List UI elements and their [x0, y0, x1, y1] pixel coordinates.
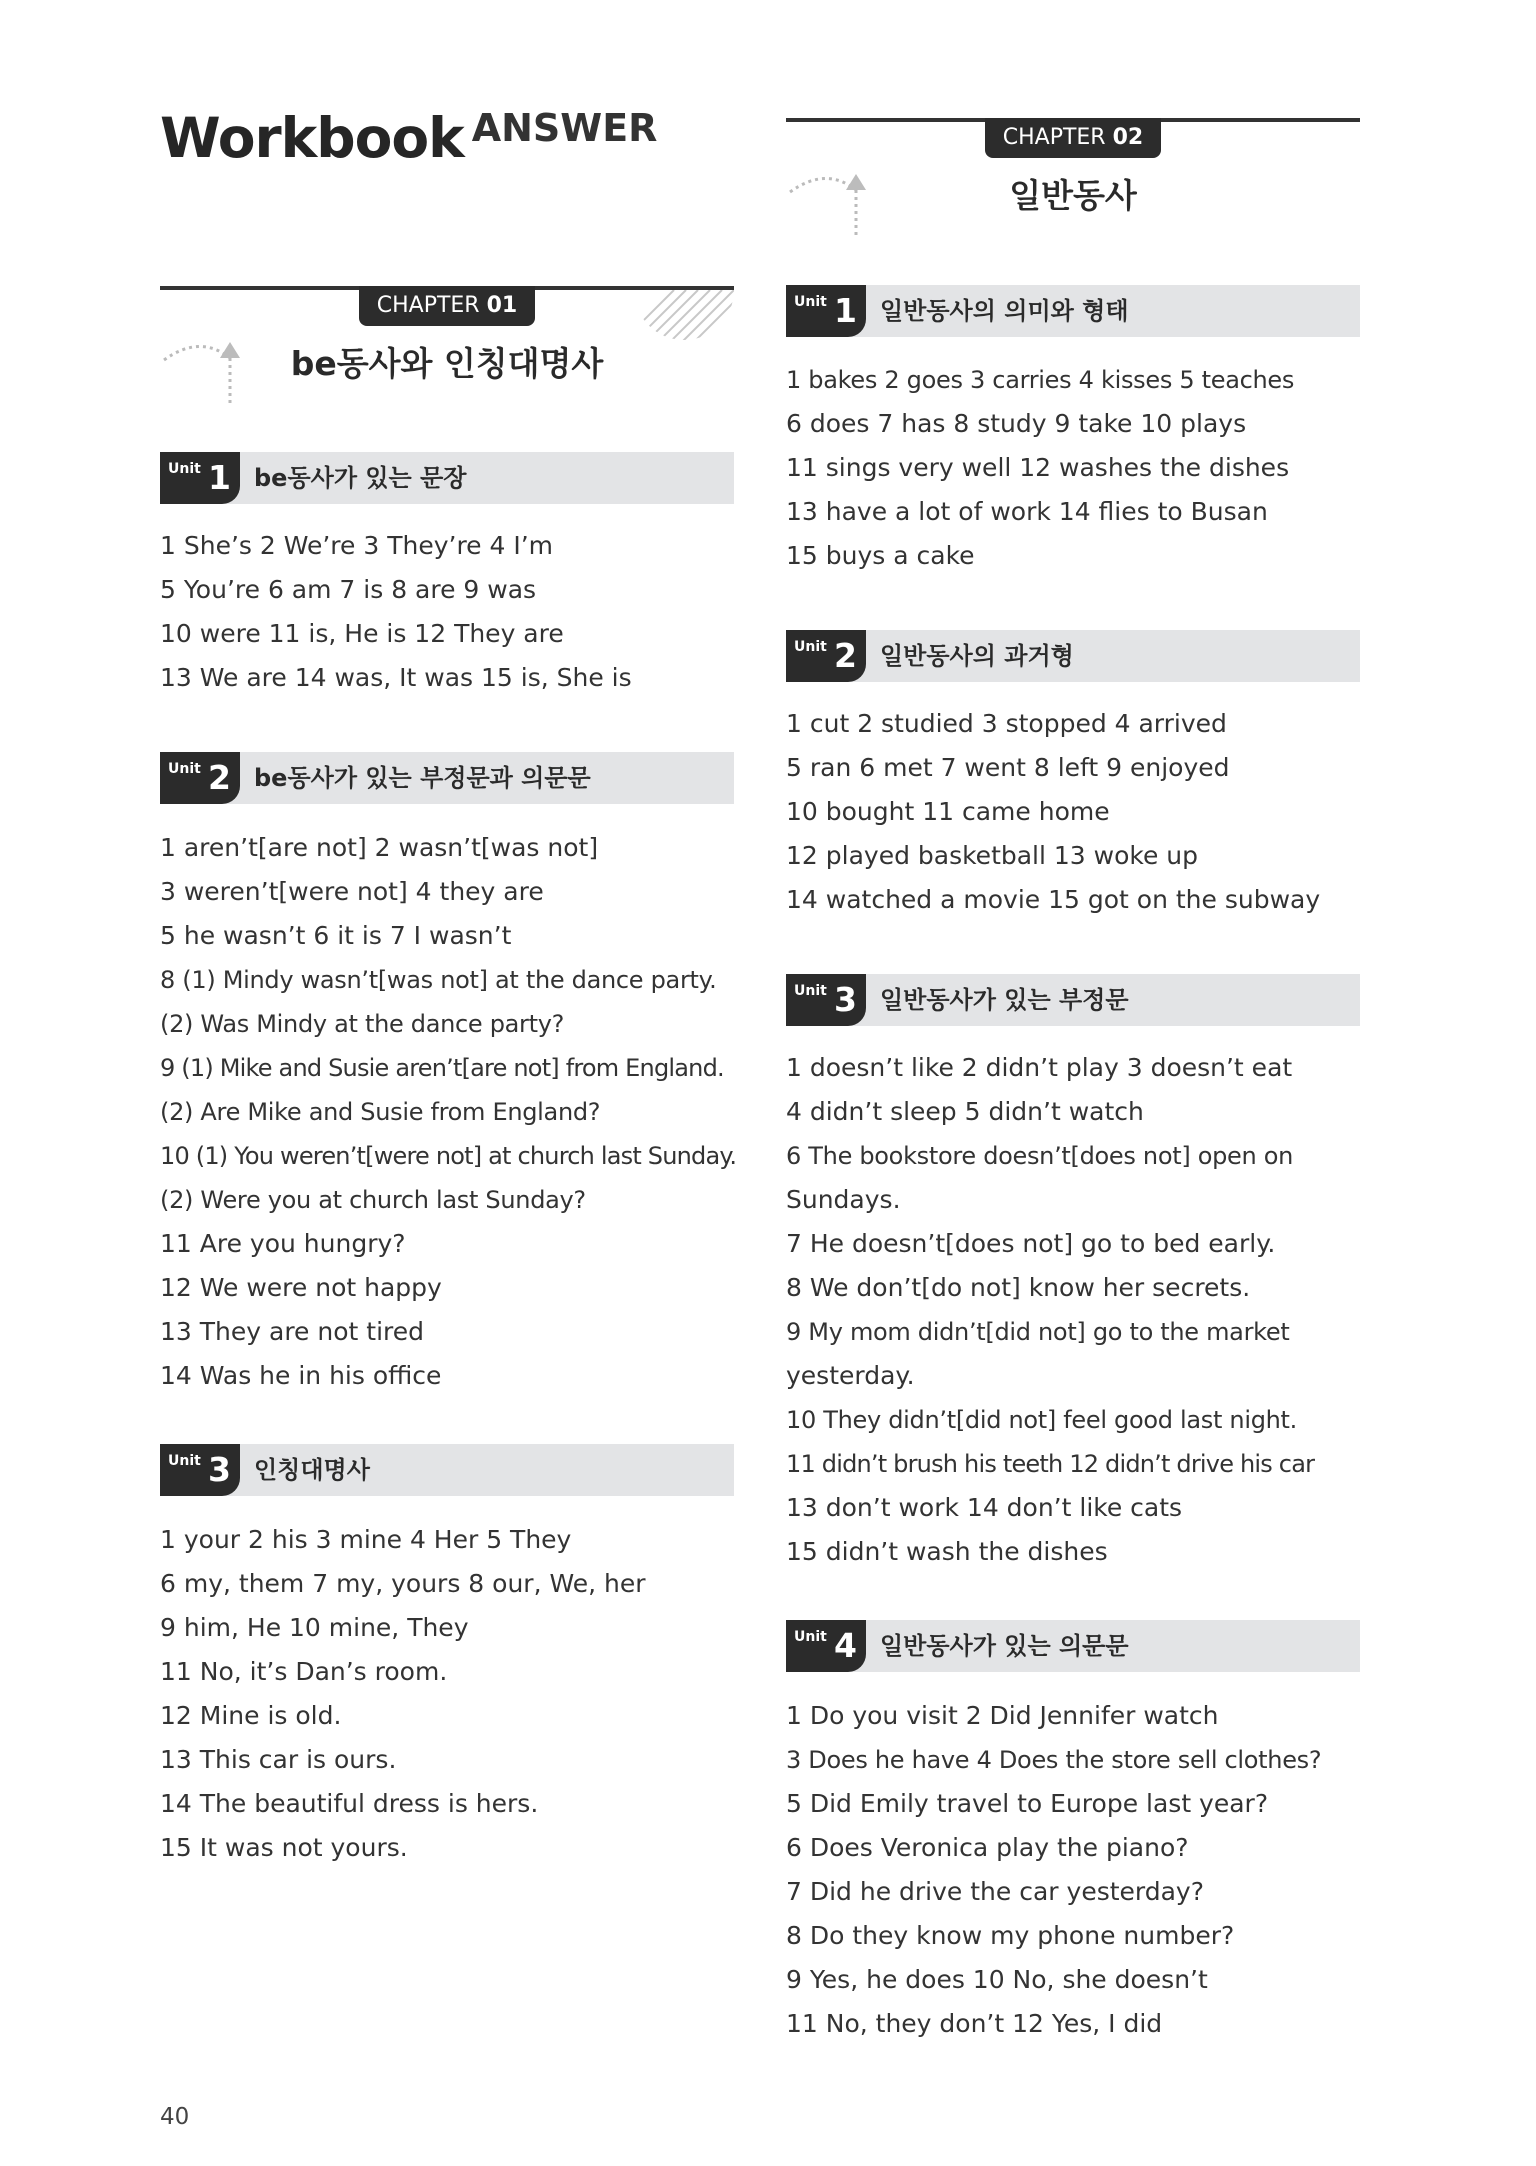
chapter-02-header [786, 118, 1360, 248]
unit-badge: Unit 3 [160, 1444, 240, 1496]
chapter-label: CHAPTER [1002, 125, 1106, 150]
unit-title: 일반동사의 의미와 형태 [880, 297, 1129, 325]
answer-line: 6 The bookstore doesn’t[does not] open on [786, 1142, 1294, 1170]
answer-line: 12 Mine is old. [160, 1701, 342, 1730]
unit-title: be동사가 있는 문장 [254, 464, 467, 492]
answer-line: 14 watched a movie 15 got on the subway [786, 885, 1321, 914]
unit-header [786, 630, 1360, 682]
chapter-number: 01 [486, 293, 518, 318]
answer-line: 4 didn’t sleep 5 didn’t watch [786, 1097, 1144, 1126]
answer-line: 15 buys a cake [786, 541, 975, 570]
answer-line: 6 Does Veronica play the piano? [786, 1833, 1189, 1862]
unit-badge: Unit 3 [786, 974, 866, 1026]
unit-header [786, 285, 1360, 337]
title-answer: ANSWER [471, 106, 658, 150]
answer-line: 13 They are not tired [160, 1317, 424, 1346]
answer-line: 5 he wasn’t 6 it is 7 I wasn’t [160, 921, 512, 950]
answer-line: 9 My mom didn’t[did not] go to the market [786, 1318, 1290, 1346]
answer-line: 10 (1) You weren’t[were not] at church last Sunday. [160, 1142, 737, 1170]
unit-badge: Unit 1 [160, 452, 240, 504]
answer-line: 8 We don’t[do not] know her secrets. [786, 1273, 1251, 1302]
answer-line: 1 Do you visit 2 Did Jennifer watch [786, 1701, 1219, 1730]
answer-line: 3 Does he have 4 Does the store sell clothes? [786, 1746, 1322, 1774]
answer-line: 5 ran 6 met 7 went 8 left 9 enjoyed [786, 753, 1230, 782]
answer-line: 12 played basketball 13 woke up [786, 841, 1199, 870]
answer-line: 11 Are you hungry? [160, 1229, 406, 1258]
page-number: 40 [160, 2104, 190, 2130]
answer-line: 10 were 11 is, He is 12 They are [160, 619, 564, 648]
answer-line: 9 (1) Mike and Susie aren’t[are not] from England. [160, 1054, 724, 1082]
answer-line: 7 Did he drive the car yesterday? [786, 1877, 1204, 1906]
unit-header [786, 1620, 1360, 1672]
answer-line: 8 Do they know my phone number? [786, 1921, 1235, 1950]
answer-line: 13 We are 14 was, It was 15 is, She is [160, 663, 632, 692]
answer-line: 5 Did Emily travel to Europe last year? [786, 1789, 1269, 1818]
answer-line: 11 No, it’s Dan’s room. [160, 1657, 448, 1686]
answer-line: 1 She’s 2 We’re 3 They’re 4 I’m [160, 531, 554, 560]
answer-line: 13 have a lot of work 14 flies to Busan [786, 497, 1268, 526]
answer-line: 3 weren’t[were not] 4 they are [160, 877, 544, 906]
answer-line: (2) Was Mindy at the dance party? [160, 1010, 565, 1038]
answer-line: 9 Yes, he does 10 No, she doesn’t [786, 1965, 1208, 1994]
answer-line: 12 We were not happy [160, 1273, 442, 1302]
chapter-label: CHAPTER [376, 293, 480, 318]
unit-title: be동사가 있는 부정문과 의문문 [254, 764, 591, 792]
answer-line: 1 your 2 his 3 mine 4 Her 5 They [160, 1525, 572, 1554]
chapter-01-name: be동사와 인칭대명사 [290, 344, 604, 383]
unit-header [160, 752, 734, 804]
answer-line: 11 No, they don’t 12 Yes, I did [786, 2009, 1163, 2038]
answer-line: (2) Were you at church last Sunday? [160, 1186, 586, 1214]
unit-title: 일반동사가 있는 의문문 [880, 1632, 1129, 1660]
title-workbook: Workbook [160, 106, 464, 170]
answer-line: 1 cut 2 studied 3 stopped 4 arrived [786, 709, 1227, 738]
answer-line: 11 sings very well 12 washes the dishes [786, 453, 1290, 482]
chapter-02-name: 일반동사 [1009, 176, 1137, 215]
answer-line: (2) Are Mike and Susie from England? [160, 1098, 601, 1126]
answer-line: 10 They didn’t[did not] feel good last night. [786, 1406, 1297, 1434]
answer-line: 15 didn’t wash the dishes [786, 1537, 1108, 1566]
answer-line: 5 You’re 6 am 7 is 8 are 9 was [160, 575, 537, 604]
answer-line: 13 This car is ours. [160, 1745, 397, 1774]
unit-title: 인칭대명사 [254, 1456, 370, 1484]
unit-header [786, 974, 1360, 1026]
answer-line: 1 doesn’t like 2 didn’t play 3 doesn’t eat [786, 1053, 1293, 1082]
answer-line: yesterday. [786, 1361, 915, 1390]
chapter-01-tab [359, 286, 535, 326]
unit-badge: Unit 4 [786, 1620, 866, 1672]
answer-line: 8 (1) Mindy wasn’t[was not] at the dance party. [160, 966, 717, 994]
chapter-02-tab [985, 118, 1161, 158]
answer-line: 14 Was he in his office [160, 1361, 442, 1390]
answer-line: 6 my, them 7 my, yours 8 our, We, her [160, 1569, 646, 1598]
answer-line: 1 bakes 2 goes 3 carries 4 kisses 5 teaches [786, 366, 1295, 394]
answer-line: 9 him, He 10 mine, They [160, 1613, 469, 1642]
unit-title: 일반동사가 있는 부정문 [880, 986, 1129, 1014]
chapter-01-header [160, 286, 734, 416]
unit-badge: Unit 2 [160, 752, 240, 804]
page-title [160, 106, 658, 170]
chapter-number: 02 [1112, 125, 1144, 150]
unit-header [160, 1444, 734, 1496]
answer-line: 11 didn’t brush his teeth 12 didn’t drive his car [786, 1450, 1315, 1478]
answer-line: 15 It was not yours. [160, 1833, 408, 1862]
unit-header [160, 452, 734, 504]
unit-title: 일반동사의 과거형 [880, 642, 1074, 670]
answer-line: 10 bought 11 came home [786, 797, 1110, 826]
answer-line: 6 does 7 has 8 study 9 take 10 plays [786, 409, 1247, 438]
answer-line: Sundays. [786, 1185, 901, 1214]
unit-badge: Unit 1 [786, 285, 866, 337]
answer-line: 13 don’t work 14 don’t like cats [786, 1493, 1183, 1522]
answer-line: 14 The beautiful dress is hers. [160, 1789, 539, 1818]
unit-badge: Unit 2 [786, 630, 866, 682]
answer-line: 7 He doesn’t[does not] go to bed early. [786, 1229, 1276, 1258]
answer-line: 1 aren’t[are not] 2 wasn’t[was not] [160, 833, 599, 862]
